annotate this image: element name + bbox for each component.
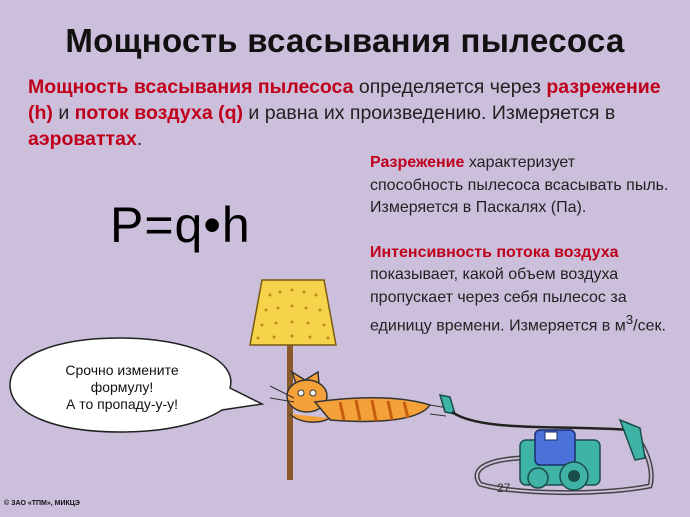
term-vacuum: разрежение (h) [28, 76, 661, 124]
speech-bubble-text [22, 362, 222, 413]
vacuum-text: характеризует способность пылесоса всасывать пыль. Измеряется в Паскалях (Па). [370, 154, 669, 216]
term-airflow: поток воздуха (q) [74, 102, 244, 124]
flow-text: показывает, какой объем воздуха пропускает через себя пылесос за единицу времени. Измеряется в м [370, 266, 627, 335]
term-suction-power: Мощность всасывания пылесоса [28, 76, 354, 98]
page-number: 27 [497, 481, 511, 495]
floor-lamp [250, 280, 336, 480]
intro-text-1: определяется через [353, 76, 547, 98]
flow-unit: /сек. [633, 317, 666, 335]
copyright-footer: © ЗАО «ТПМ», МИКЦЭ [4, 500, 80, 507]
vacuum-cleaner [440, 395, 651, 493]
intro-text-4: . [136, 128, 143, 150]
intro-text-3: и равна их произведению. Измеряется в [243, 102, 616, 124]
bubble-line-2: формулу! [90, 379, 154, 395]
term-airwatts: аэроваттах [28, 128, 137, 150]
flow-superscript: 3 [625, 312, 634, 327]
intro-text-2: и [52, 102, 75, 124]
slide-title: Мощность всасывания пылесоса [65, 22, 625, 59]
vacuum-term: Разрежение [370, 154, 465, 171]
cat [270, 372, 448, 422]
flow-term: Интенсивность потока воздуха [370, 243, 619, 261]
bubble-line-3: А то пропаду-у-у! [65, 396, 179, 412]
power-formula: P=q•h [110, 197, 251, 253]
bubble-line-1: Срочно измените [65, 362, 179, 378]
